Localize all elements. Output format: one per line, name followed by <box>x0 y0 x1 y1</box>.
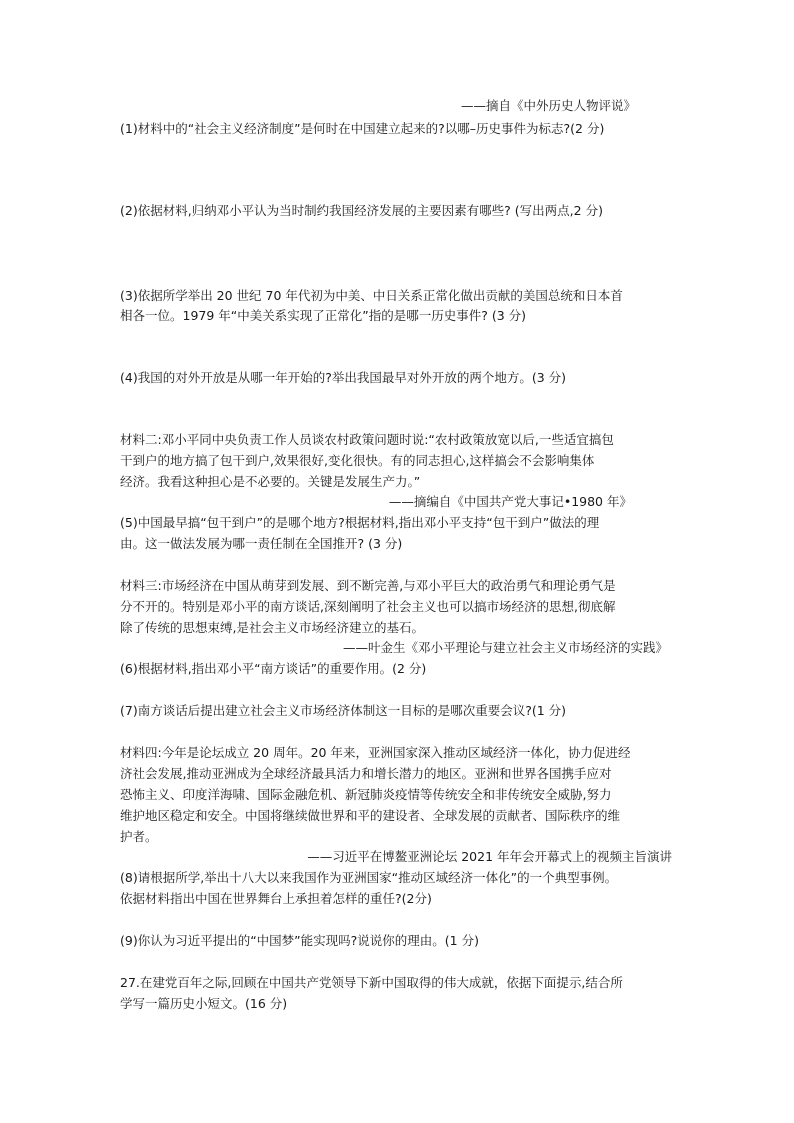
material-4-line-1: 材料四:今年是论坛成立 20 周年。20 年来，亚洲国家深入推动区域经济一体化，协力促进经 <box>120 745 631 760</box>
material-4-line-4: 维护地区稳定和安全。中国将继续做世界和平的建设者、全球发展的贡献者、国际秩序的维 <box>120 808 621 823</box>
question-7: (7)南方谈话后提出建立社会主义市场经济体制这一目标的是哪次重要会议?(1 分) <box>120 703 567 718</box>
question-2: (2)依据材料,归纳邓小平认为当时制约我国经济发展的主要因素有哪些? (写出两点,2 分) <box>120 203 603 218</box>
material-2-line-3: 经济。我看这种担心是不必要的。关键是发展生产力。” <box>120 474 421 489</box>
question-6: (6)根据材料,指出邓小平“南方谈话”的重要作用。(2 分) <box>120 661 427 676</box>
question-5-line-1: (5)中国最早搞“包干到户”的是哪个地方?根据材料,指出邓小平支持“包干到户”做法的理 <box>120 515 600 530</box>
source-citation-2: ——摘编自《中国共产党大事记•1980 年》 <box>388 494 632 509</box>
material-2-line-2: 干到户的地方搞了包干到户,效果很好,变化很快。有的同志担心,这样搞会不会影响集体 <box>120 453 595 468</box>
question-8-line-2: 依据材料指出中国在世界舞台上承担着怎样的重任?(2分) <box>120 891 432 906</box>
question-8-line-1: (8)请根据所学,举出十八大以来我国作为亚洲国家“推动区域经济一体化”的一个典型事例。 <box>120 870 618 885</box>
question-27-line-2: 学写一篇历史小短文。(16 分) <box>120 996 288 1011</box>
source-citation-3: ——叶金生《邓小平理论与建立社会主义市场经济的实践》 <box>342 640 668 655</box>
material-4-line-3: 恐怖主义、印度洋海啸、国际金融危机、新冠肺炎疫情等传统安全和非传统安全威胁,努力 <box>120 787 612 802</box>
material-3-line-1: 材料三:市场经济在中国从萌芽到发展、到不断完善,与邓小平巨大的政治勇气和理论勇气是 <box>120 578 616 593</box>
question-27-line-1: 27.在建党百年之际,回顾在中国共产党领导下新中国取得的伟大成就，依据下面提示,结合所 <box>120 975 623 990</box>
source-citation-4: ——习近平在博鳌亚洲论坛 2021 年年会开幕式上的视频主旨演讲 <box>307 849 672 864</box>
material-4-line-5: 护者。 <box>120 829 158 844</box>
material-3-line-2: 分不开的。特别是邓小平的南方谈话,深刻阐明了社会主义也可以搞市场经济的思想,彻底解 <box>120 599 616 614</box>
question-3-line-1: (3)依据所学举出 20 世纪 70 年代初为中美、中日关系正常化做出贡献的美国总统和日本首 <box>120 288 623 303</box>
material-4-line-2: 济社会发展,推动亚洲成为全球经济最具活力和增长潜力的地区。亚洲和世界各国携手应对 <box>120 766 612 781</box>
question-1: (1)材料中的“社会主义经济制度”是何时在中国建立起来的?以哪–历史事件为标志?(2 分) <box>120 121 605 136</box>
question-9: (9)你认为习近平提出的“中国梦”能实现吗?说说你的理由。(1 分) <box>120 933 479 948</box>
question-3-line-2: 相各一位。1979 年“中美关系实现了正常化”指的是哪一历史事件? (3 分) <box>120 308 527 323</box>
material-2-line-1: 材料二:邓小平同中央负责工作人员谈农村政策问题时说:“农村政策放宽以后,一些适宜搞包 <box>120 432 614 447</box>
material-3-line-3: 除了传统的思想束缚,是社会主义市场经济建立的基石。 <box>120 620 424 635</box>
question-4: (4)我国的对外开放是从哪一年开始的?举出我国最早对外开放的两个地方。(3 分) <box>120 370 567 385</box>
question-5-line-2: 由。这一做法发展为哪一责任制在全国推开? (3 分) <box>120 536 403 551</box>
source-citation-1: ——摘自《中外历史人物评说》 <box>460 98 636 113</box>
